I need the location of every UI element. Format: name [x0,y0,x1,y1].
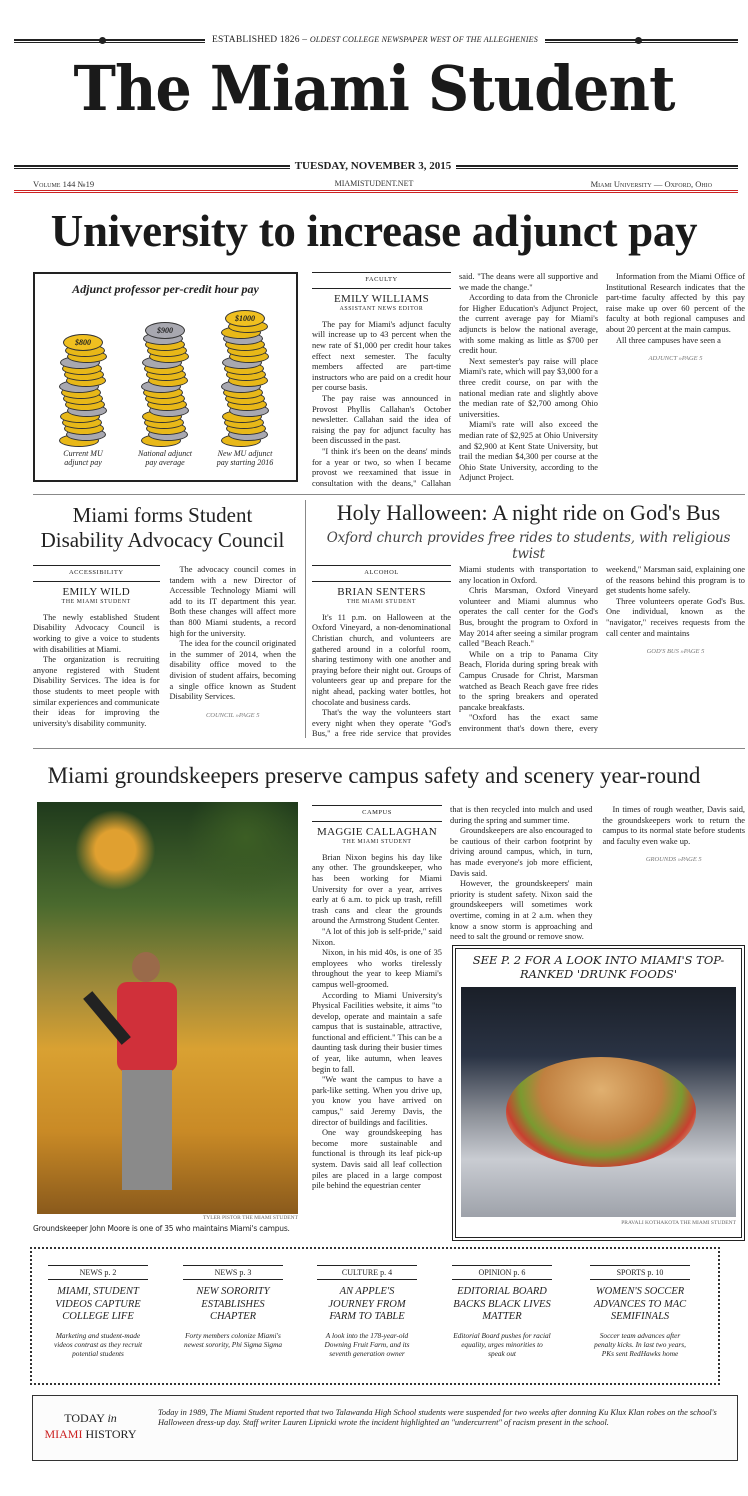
person-jeans [122,1070,172,1190]
paragraph: While on a trip to Panama City Beach, Florida during spring break with Campus Crusade for Christ, Marsman watched as Beach Reach gave free rides to the spring breakers and operated pancake breakfasts. [459,649,598,712]
promo-photo-credit: PRAVALI KOTHAKOTA THE MIAMI STUDENT [621,1220,736,1226]
paragraph: "A lot of this job is self-pride," said Nixon. [312,926,442,947]
label-history: HISTORY [85,1427,137,1441]
stack-caption: Current MU adjunct pay [63,449,103,467]
label-miami: MIAMI [44,1427,83,1441]
paragraph: All three campuses have seen a [616,335,721,345]
teaser-0[interactable] [48,1265,148,1358]
rule-ornament [99,37,106,44]
volume-number: Volume 144 №19 [33,179,95,189]
paragraph: The pay raise was announced in Provost Phyllis Callahan's October newsletter. Callahan said the idea of raising the pay for adjunct faculty has been discussed in the past. [312,393,451,446]
lead-headline: University to increase adjunct pay [50,206,698,256]
council-article [33,565,296,745]
lead-article [312,272,745,494]
paragraph: However, the groundskeepers' main priority is student safety. Nixon said the groundskeepers will sometimes work overtime, coming in at 2 a.m. when they know a snow storm is approaching and need to salt the ground or remove snow. [450,879,593,942]
paragraph: "We want the campus to have a park-like setting. When you drive up, you know you have arrived on campus," said Jeremy Davis, the director of buildings and facilities. [312,1075,442,1127]
byline-title: THE MIAMI STUDENT [346,599,417,606]
jump-link[interactable]: GROUNDS »PAGE 5 [645,856,702,864]
stack-caption: National adjunct pay average [138,449,192,467]
jump-link[interactable]: COUNCIL »PAGE 5 [205,711,260,719]
teaser-headline: AN APPLE'S JOURNEY FROM FARM TO TABLE [328,1286,406,1322]
teaser-dek: A look into the 178-year-old Downing Fruit Farm, and its seventh generation owner [324,1330,410,1358]
paragraph: According to data from the Chronicle for Higher Education's Adjunct Project, the current average pay for Miami's adjuncts is below the national average, with some making as little as $700 per credit hour. [459,293,598,356]
paragraph: Three volunteers operate God's Bus. One individual, known as the "navigator," receives requests from the call center and maintains [606,596,745,638]
location: Miami University — Oxford, Ohio [590,179,712,189]
paragraph: Groundskeepers are also encouraged to be cautious of their carbon footprint by driving around campus, which, in turn, has made everyone's job more efficient, Davis said. [450,826,593,878]
divider [33,494,745,495]
teaser-section: CULTURE p. 4 [317,1265,417,1280]
promo-box[interactable] [452,945,745,1241]
halloween-article [312,565,745,745]
coin-value-label: $800 [63,334,103,351]
history-text: Today in 1989, The Miami Student reported that two Talawanda High School students were suspended for two weeks after donning Ku Klux Klan robes on the school's Halloween dress-up day. Staff writer Lauren Lipnicki wrote the incident highlighted an "undercurrent" of racism present in the school. [158,1408,717,1427]
history-box [32,1395,738,1461]
paragraph: "I think it's been on the deans' minds for a year or two, so when I became provost we reexamined that issue in consultation with the deans," Callahan said. "The deans were all supportive and we made the change." [312,272,598,488]
paragraph: The advocacy council comes in tandem with a new Director of Accessible Technology Miami will add to its IT department this year. Both these changes will affect more than 800 Miami students, a record high for the university. [169,565,296,638]
teaser-4[interactable] [590,1265,690,1358]
infographic [33,272,298,482]
teaser-headline: WOMEN'S SOCCER ADVANCES TO MAC SEMIFINALS [593,1286,687,1322]
byline-title: ASSISTANT NEWS EDITOR [339,306,424,313]
council-headline: Miami forms Student Disability Advocacy Council [40,503,285,552]
paragraph: The newly established Student Disability Advocacy Council is working to give a voice to students with disabilities at Miami. [33,612,160,654]
paragraph: that is then recycled into mulch and used during the spring and summer time. [450,805,593,825]
website-link[interactable]: MIAMISTUDENT.NET [334,179,414,188]
red-rule [14,190,738,193]
person-head [132,952,160,982]
infographic-title: Adjunct professor per-credit hour pay [72,282,259,296]
promo-text: SEE P. 2 FOR A LOOK INTO MIAMI'S TOP-RANKED 'DRUNK FOODS' [472,953,725,981]
paragraph: The pay for Miami's adjunct faculty will increase up to 43 percent when the new rate of $1,000 per credit hour takes effect next semester. The faculty members affected are part-time instructors who are paid on a credit hour per course basis. [312,319,451,393]
paragraph: Miami's rate will also exceed the median rate of $2,925 at Ohio University and $2,900 at Kent State University, but trail the median $4,300 per course at the Ohio State University, according to the Adjunct Project. [459,420,598,483]
jump-link[interactable]: GOD'S BUS »PAGE 5 [646,648,705,656]
teaser-headline: EDITORIAL BOARD BACKS BLACK LIVES MATTER [453,1286,551,1322]
teaser-3[interactable] [452,1265,552,1358]
label-today: TODAY [64,1411,105,1425]
paragraph: The idea for the council originated in the summer of 2014, when the disability office moved to the division of student affairs, becoming a single office known as Student Disability Services. [169,639,296,702]
established-line [205,35,545,45]
teaser-headline: MIAMI, STUDENT VIDEOS CAPTURE COLLEGE LIFE [55,1286,141,1322]
paragraph: Next semester's pay raise will place Miami's rate, which will pay $3,000 for a three credit course, on par with the national median rate and slightly above the median rate of $2,700 among Ohio universities. [459,356,598,419]
paragraph: Chris Marsman, Oxford Vineyard volunteer and Miami alumnus who operates the call center for the God's Bus, brought the program to Oxford in May 2014 after seeing a similar program called "Beach Reach." [459,586,598,649]
teaser-dek: Editorial Board pushes for racial equality, urges minorities to speak out [453,1330,551,1358]
photo-credit: TYLER PISTOR THE MIAMI STUDENT [202,1215,298,1221]
byline-author: MAGGIE CALLAGHAN [317,825,437,838]
teaser-section: NEWS p. 3 [183,1265,283,1280]
rule-ornament [635,37,642,44]
kicker: FACULTY [312,272,451,289]
paragraph: The organization is recruiting anyone registered with Student Disability Services. The idea is for those students to meet people with similar experiences and communicate their ideas for improving the university's disability community. [33,655,160,728]
teaser-section: NEWS p. 2 [48,1265,148,1280]
paragraph: Information from the Miami Office of Institutional Research indicates that the part-time faculty affected by this pay raise make up over 60 percent of the faculty at both regional campuses and about 20 percent at the main campus. [606,272,745,334]
issue-date: TUESDAY, NOVEMBER 3, 2015 [290,160,456,172]
newspaper-title: The Miami Student [73,52,675,125]
kicker: ACCESSIBILITY [33,565,160,582]
stack-caption: New MU adjunct pay starting 2016 [216,449,274,467]
byline-title: THE MIAMI STUDENT [342,839,412,846]
teaser-2[interactable] [317,1265,417,1358]
teaser-section: SPORTS p. 10 [590,1265,690,1280]
divider [33,748,745,749]
paragraph: "Oxford has the exact same environment that's down there, every weekend," Marsman said, explaining one of the reasons behind this program is to get students home safely. [459,565,745,733]
paragraph: It's 11 p.m. on Halloween at the Oxford Vineyard, a non-denominational Christian church, and volunteers are gathered around in a colorful room, sharing testimony with one another and praying before their night out. Groups of volunteers gear up and prepare for the night ahead, packing water bottles, hot chocolate and business cards. [312,612,451,707]
label-in: in [107,1411,117,1425]
paragraph: In times of rough weather, Davis said, the groundskeepers work to return the campus to its normal state before students and faculty even wake up. [602,805,745,846]
sandwich [506,1057,696,1167]
paragraph: Nixon, in his mid 40s, is one of 35 employees who works tirelessly throughout the year to keep Miami's campus well-groomed. [312,948,442,989]
grounds-headline: Miami groundskeepers preserve campus safety and scenery year-round [47,763,701,788]
byline-author: EMILY WILLIAMS [333,292,430,305]
grounds-article-col2 [450,805,745,945]
coin-value-label: $900 [145,322,185,339]
coin-value-label: $1000 [225,310,265,327]
jump-link[interactable]: ADJUNCT »PAGE 5 [648,355,703,363]
paragraph: Brian Nixon begins his day like any other. The groundskeeper, who has been working for Miami University for over a year, arrives early at 6 a.m. to pick up trash, refill trash cans and clear the grounds around the Armstrong Student Center. [312,852,442,926]
photo-caption: Groundskeeper John Moore is one of 35 who maintains Miami's campus. [33,1224,290,1233]
teaser-dek: Marketing and student-made videos contrast as they recruit potential students [53,1330,143,1358]
teaser-dek: Forty members colonize Miami's newest sorority, Phi Sigma Sigma [183,1330,283,1349]
teaser-dek: Soccer team advances after penalty kicks. In last two years, PKs sent RedHawks home [594,1330,686,1358]
groundskeeper-photo [37,802,298,1214]
food-photo [461,987,736,1217]
history-label [33,1410,148,1442]
grounds-article-col1 [312,805,442,1192]
tagline: OLDEST COLLEGE NEWSPAPER WEST OF THE ALLEGHENIES [309,35,538,44]
teaser-section: OPINION p. 6 [452,1265,552,1280]
byline-title: THE MIAMI STUDENT [61,599,131,606]
byline-author: EMILY WILD [62,585,131,598]
byline-author: BRIAN SENTERS [337,585,426,598]
vertical-divider [305,500,306,738]
kicker: CAMPUS [312,805,442,822]
person-shirt [117,982,177,1072]
paragraph: One way groundskeeping has become more sustainable and functional is through its leaf pick-up system. Davis said all leaf collection piles are placed in a large compost pile behind the equestrian center [312,1128,442,1191]
teaser-headline: NEW SORORITY ESTABLISHES CHAPTER [196,1286,270,1322]
paragraph: That's the way the volunteers start every night when they operate "God's Bus," a free ride service that provides Miami students with transportation to any location in Oxford. [312,565,598,739]
kicker: ALCOHOL [312,565,451,582]
halloween-headline: Holy Halloween: A night ride on God's Bus [336,500,721,525]
teaser-1[interactable] [183,1265,283,1349]
halloween-subhead: Oxford church provides free rides to students, with religious twist [326,530,731,562]
paragraph: According to Miami University's Physical Facilities website, it aims "to develop, operate and maintain a safe campus that is sustainable, attractive, functional and efficient." This can be a daunting task during their busier times of year, like autumn, when leaves begin to fall. [312,990,442,1074]
established-text: ESTABLISHED 1826 – [212,35,308,45]
